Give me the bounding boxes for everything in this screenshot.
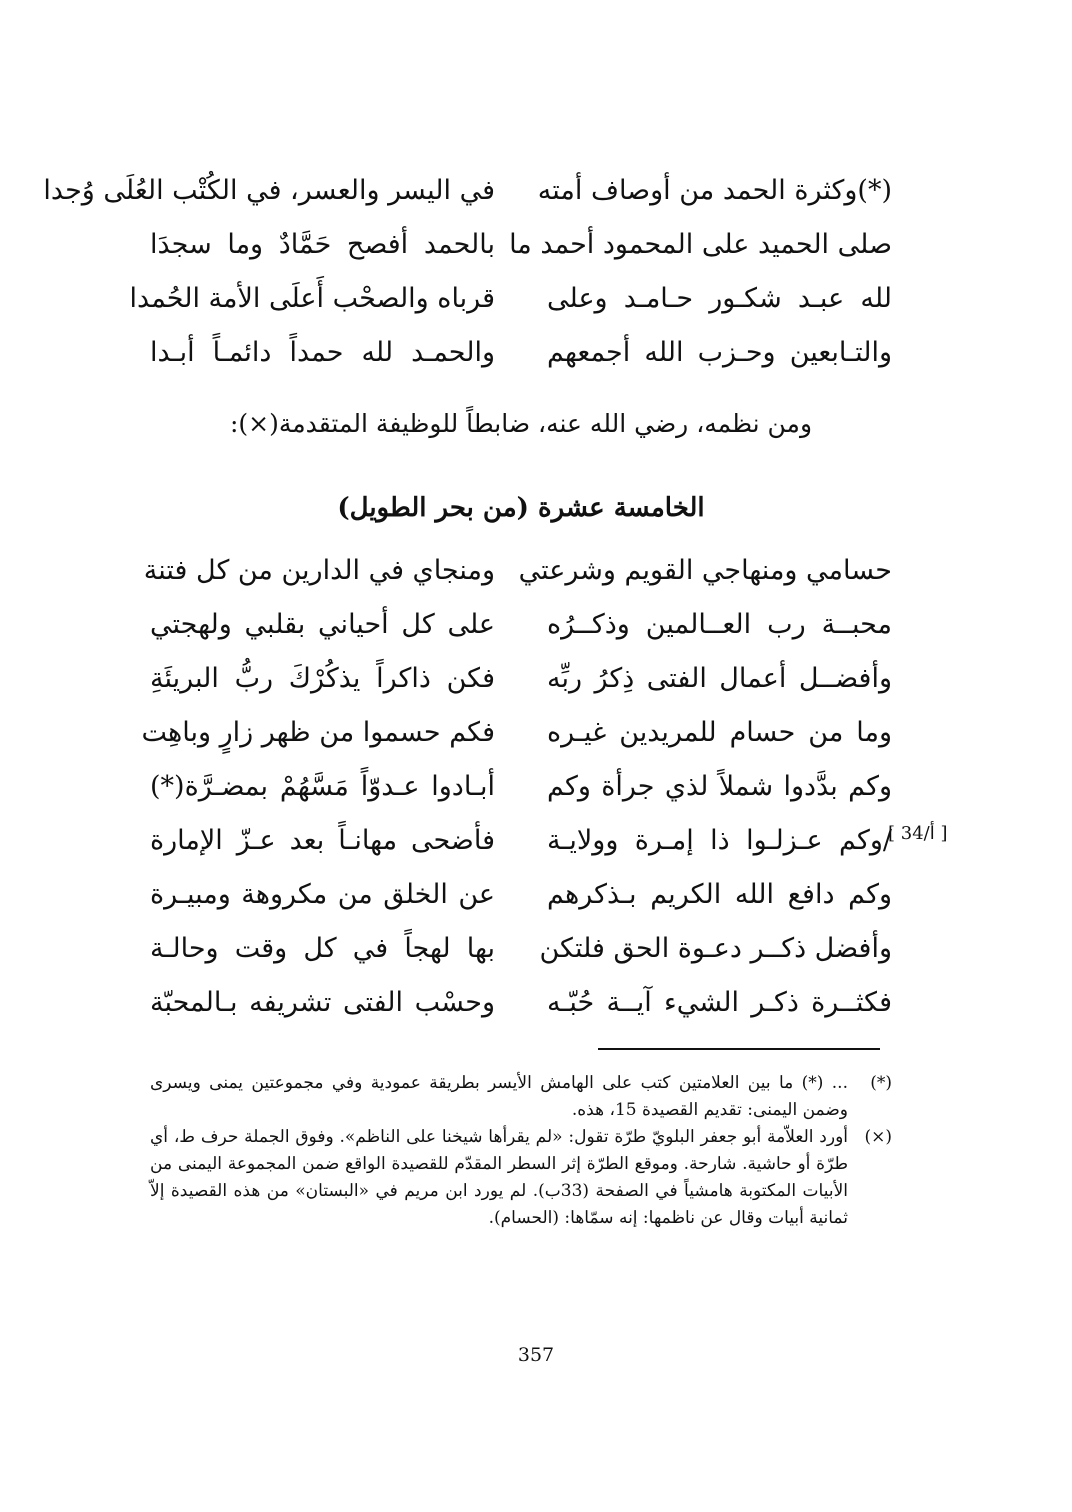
verse-line (150, 868, 892, 922)
verse-line (150, 326, 892, 380)
verse-second-hemistich: قرباه والصحْب أَعلَى الأمة الحُمدا (129, 283, 495, 314)
verse-first-hemistich: وأفضل ذكــر دعـوة الحق فلتكن (539, 933, 892, 964)
verse-line (141, 706, 892, 760)
poem-introduction: ومن نظمه، رضي الله عنه، ضابطاً للوظيفة المتقدمة(×): (229, 409, 813, 438)
footnote-marker: (*) (870, 1073, 892, 1093)
verse-first-hemistich: وكم بدَّدوا شملاً لذي جرأة وكم (547, 771, 892, 802)
verse-first-hemistich: لله عبـد شكـور حـامـد وعلى (547, 283, 892, 314)
footnote (150, 1124, 892, 1232)
verse-line (150, 922, 892, 976)
verse-first-hemistich: محبــة رب العــالمين وذكــرُه (547, 609, 892, 640)
verse-line (150, 814, 892, 868)
verse-line (150, 218, 892, 272)
verse-second-hemistich: بها لهجاً في كل وقت وحالـة (150, 933, 495, 964)
verse-line (143, 544, 892, 598)
verse-first-hemistich: وكم دافع الله الكريم بـذكرهم (547, 879, 892, 910)
verse-second-hemistich: وحسْب الفتى تشريفه بـالمحبّة (150, 987, 495, 1018)
footnotes (150, 1070, 892, 1232)
verse-first-hemistich: صلى الحميد على المحمود أحمد ما (509, 229, 892, 260)
page-number: 357 (517, 1344, 555, 1366)
verse-second-hemistich: فكن ذاكراً يذكُرْكَ ربُّ البريئَةِ (150, 663, 495, 694)
verse-line (150, 598, 892, 652)
main-poem (141, 544, 892, 1030)
top-poem (43, 164, 892, 380)
verse-first-hemistich: فكثــرة ذكـر الشيء آيــة حُبّـه (547, 987, 892, 1018)
verse-line (43, 164, 892, 218)
verse-second-hemistich: ومنجاي في الدارين من كل فتنة (143, 555, 495, 586)
verse-second-hemistich: أبـادوا عـدوّاً مَسَّهُمْ بمضـرَّة(*) (150, 771, 495, 802)
manuscript-folio-reference: [ 34/أ ] (888, 823, 948, 844)
verse-first-hemistich: حسامي ومنهاجي القويم وشرعتي (518, 555, 892, 586)
verse-second-hemistich: والحمـد لله حمداً دائمـاً أبـدا (150, 337, 495, 368)
verse-line (150, 760, 892, 814)
verse-line (129, 272, 892, 326)
verse-line (150, 652, 892, 706)
verse-second-hemistich: بالحمد أفصح حَمَّادٌ وما سجدَا (150, 229, 495, 260)
verse-first-hemistich: وما من حسام للمريدين غيـره (547, 717, 892, 748)
verse-first-hemistich: (*)وكثرة الحمد من أوصاف أمته (537, 175, 892, 206)
verse-first-hemistich: والتـابعين وحـزب الله أجمعهم (547, 337, 892, 368)
verse-second-hemistich: فأضحى مهانـاً بعد عـزّ الإمارة (150, 825, 495, 856)
verse-second-hemistich: في اليسر والعسر، في الكُتْب العُلَى وُجدا (43, 175, 495, 206)
footnote-marker: (×) (864, 1127, 892, 1147)
verse-second-hemistich: فكم حسموا من ظهر زارٍ وباهِت (141, 717, 495, 748)
verse-line (150, 976, 892, 1030)
verse-first-hemistich: /وكم عـزلـوا ذا إمـرة وولايـة (547, 825, 892, 856)
verse-first-hemistich: وأفضــل أعمال الفتى ذِكرُ ربِّه (547, 663, 892, 694)
footnote (150, 1070, 892, 1124)
footnote-separator (598, 1048, 880, 1050)
verse-second-hemistich: عن الخلق من مكروهة ومبيـرة (150, 879, 495, 910)
verse-second-hemistich: على كل أحياني بقلبي ولهجتي (150, 609, 495, 640)
footnote-text: ... (*) ما بين العلامتين كتب على الهامش الأيسر بطريقة عمودية وفي مجموعتين يمنى ويسرى وضمن اليمنى: تقديم القصيدة 15، هذه. (150, 1073, 848, 1120)
footnote-text: أورد العلاّمة أبو جعفر البلويّ طرّة تقول: «لم يقرأها شيخنا على الناظم». وفوق الجملة حرف ط، أي طرّة أو حاشية. شارحة. وموقع الطرّة إثر السطر المقدّم للقصيدة الواقع ضمن المجموعة اليمنى من الأبيات المكتوبة هامشياً في الصفحة (33ب). لم يورد ابن مريم في «البستان» من هذه القصيدة إلاّ ثمانية أبيات وقال عن ناظمها: إنه سمّاها: (الحسام). (150, 1127, 848, 1228)
poem-heading: الخامسة عشرة (من بحر الطويل) (337, 493, 705, 523)
